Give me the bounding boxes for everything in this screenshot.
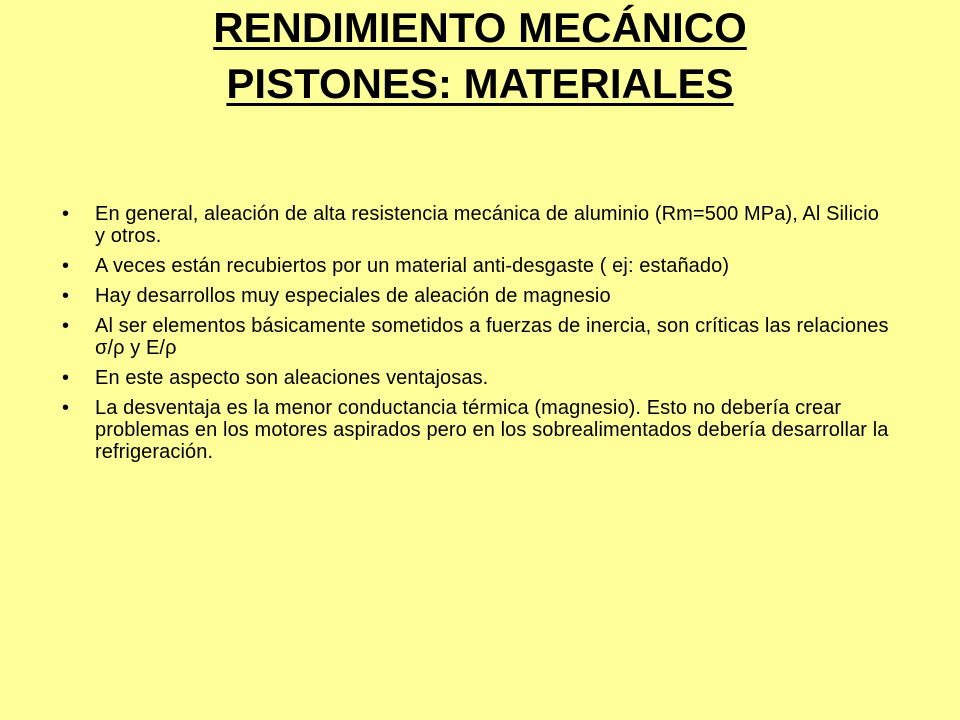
bullet-item [62, 397, 892, 463]
bullet-item [62, 367, 892, 389]
bullet-text: A veces están recubiertos por un material anti-desgaste ( ej: estañado) [95, 255, 730, 277]
bullet-text: Al ser elementos básicamente sometidos a fuerzas de inercia, son críticas las relaciones σ/ρ y E/ρ [95, 315, 889, 359]
title-line-1: RENDIMIENTO MECÁNICO [213, 4, 747, 51]
bullet-dot-icon: • [62, 203, 70, 225]
bullet-list [62, 203, 892, 471]
bullet-text: En general, aleación de alta resistencia mecánica de aluminio (Rm=500 MPa), Al Silicio y otros. [95, 203, 879, 247]
bullet-text: En este aspecto son aleaciones ventajosas. [95, 367, 489, 389]
bullet-dot-icon: • [62, 255, 70, 277]
bullet-item [62, 285, 892, 307]
bullet-dot-icon: • [62, 367, 70, 389]
bullet-dot-icon: • [62, 285, 70, 307]
bullet-item [62, 203, 892, 247]
bullet-item [62, 315, 892, 359]
title-line-2: PISTONES: MATERIALES [226, 60, 734, 107]
bullet-text: Hay desarrollos muy especiales de aleación de magnesio [95, 285, 611, 307]
bullet-dot-icon: • [62, 397, 70, 419]
slide-title [0, 0, 960, 112]
bullet-text: La desventaja es la menor conductancia térmica (magnesio). Esto no debería crear problemas en los motores aspirados pero en los sobrealimentados debería desarrollar la refrigeración. [95, 397, 889, 463]
bullet-dot-icon: • [62, 315, 70, 337]
bullet-item [62, 255, 892, 277]
